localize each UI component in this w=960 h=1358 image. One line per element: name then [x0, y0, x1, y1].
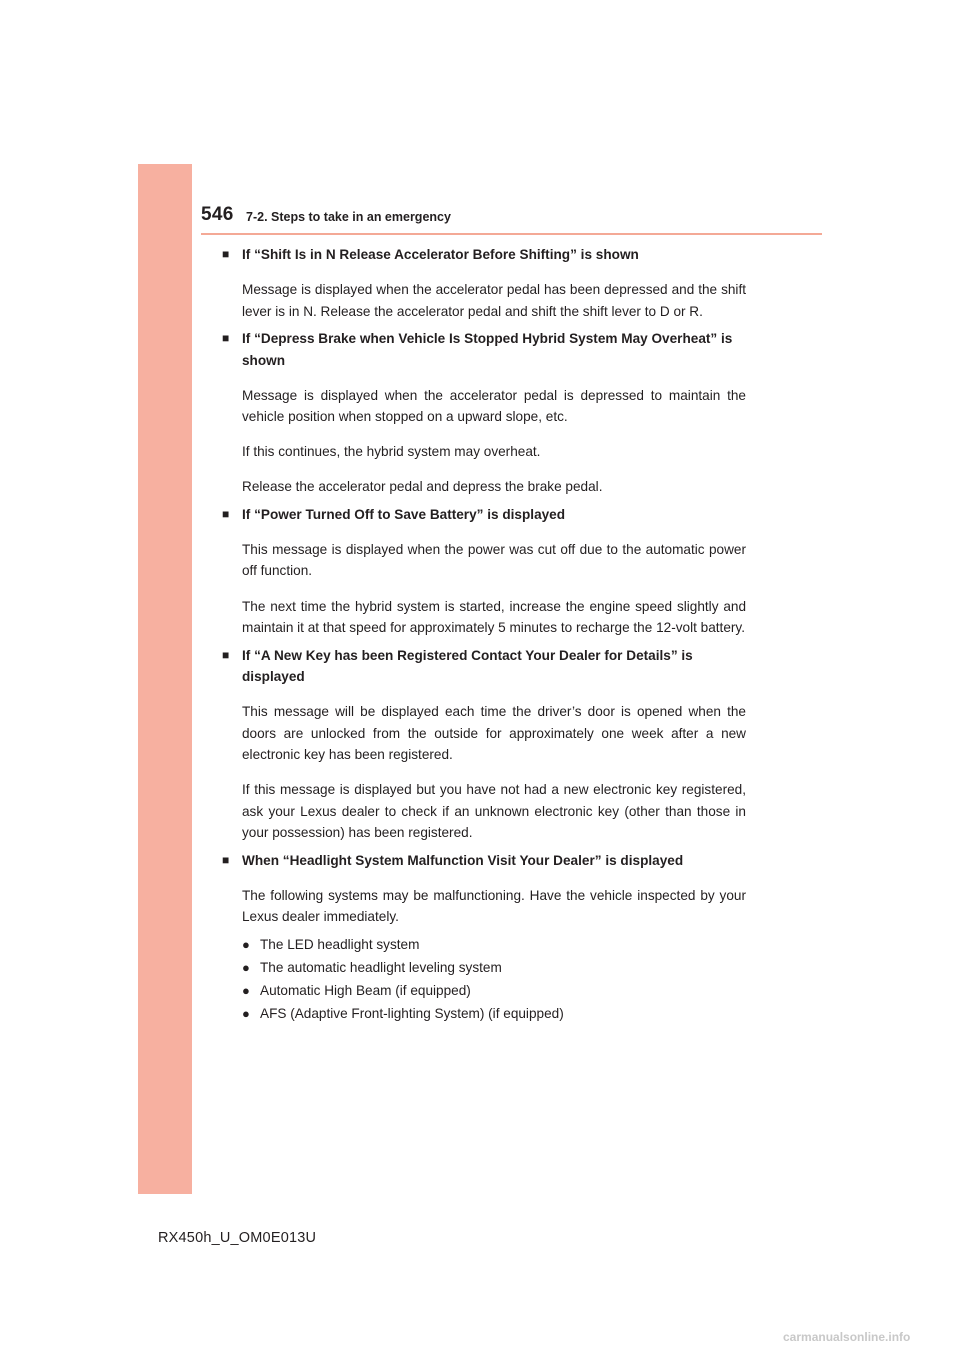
section-heading-text: If “Power Turned Off to Save Battery” is displayed [242, 506, 566, 522]
section-heading [222, 850, 746, 872]
paragraph: If this continues, the hybrid system may overheat. [242, 444, 541, 460]
paragraph: This message will be displayed each time the driver’s door is opened when the doors are unlocked from the outside for approximately one week after a new electronic key has been registered. [242, 704, 746, 763]
manual-code: RX450h_U_OM0E013U [158, 1230, 317, 1246]
section-heading-text: If “Depress Brake when Vehicle Is Stopped Hybrid System May Overheat” is shown [242, 331, 733, 368]
paragraph: Release the accelerator pedal and depress the brake pedal. [242, 479, 603, 495]
square-bullet-icon: ■ [222, 647, 230, 662]
section-new-key-registered [222, 645, 746, 844]
section-heading [222, 328, 746, 371]
section-heading-text: If “Shift Is in N Release Accelerator Before Shifting” is shown [242, 247, 639, 262]
paragraph: The following systems may be malfunctioning. Have the vehicle inspected by your Lexus dealer immediately. [242, 887, 746, 925]
square-bullet-icon: ■ [222, 247, 230, 261]
section-heading [222, 504, 746, 526]
list-item [242, 1003, 746, 1025]
circle-bullet-icon: ● [242, 959, 250, 975]
square-bullet-icon: ■ [222, 506, 230, 521]
chapter-title: 7-2. Steps to take in an emergency [246, 210, 451, 224]
paragraph: Message is displayed when the accelerator pedal is depressed to maintain the vehicle position when stopped on a upward slope, etc. [242, 387, 746, 425]
list-item-text: AFS (Adaptive Front-lighting System) (if equipped) [260, 1005, 564, 1021]
page-header [201, 204, 822, 234]
header-divider [201, 233, 822, 235]
section-heading-text: When “Headlight System Malfunction Visit Your Dealer” is displayed [242, 852, 684, 868]
paragraph: Message is displayed when the accelerator pedal has been depressed and the shift lever is in N. Release the accelerator pedal and shift the shift lever to D or R. [242, 282, 746, 319]
list-item-text: The LED headlight system [260, 936, 420, 952]
section-headlight-malfunction [222, 850, 746, 1025]
section-heading [222, 645, 746, 688]
section-depress-brake [222, 328, 746, 498]
section-heading-text: If “A New Key has been Registered Contact Your Dealer for Details” is displayed [242, 647, 693, 685]
circle-bullet-icon: ● [242, 936, 250, 952]
list-item [242, 957, 746, 979]
paragraph: This message is displayed when the power was cut off due to the automatic power off function. [242, 541, 746, 579]
page-content [222, 244, 746, 1030]
paragraph: The next time the hybrid system is started, increase the engine speed slightly and maintain it at that speed for approximately 5 minutes to recharge the 12-volt battery. [242, 598, 746, 636]
list-item [242, 934, 746, 956]
list-item [242, 980, 746, 1002]
section-heading [222, 244, 746, 266]
page-number: 546 [201, 204, 234, 225]
section-shift-in-n [222, 244, 746, 322]
circle-bullet-icon: ● [242, 982, 250, 998]
circle-bullet-icon: ● [242, 1005, 250, 1021]
list-item-text: Automatic High Beam (if equipped) [260, 982, 471, 998]
list-item-text: The automatic headlight leveling system [260, 959, 502, 975]
side-color-strip [138, 164, 192, 1194]
watermark-text: carmanualsonline.info [783, 1330, 911, 1344]
paragraph: If this message is displayed but you have not had a new electronic key registered, ask your Lexus dealer to check if an unknown electronic key (other than those in your possession) has been registered. [242, 782, 746, 841]
section-power-turned-off [222, 504, 746, 639]
square-bullet-icon: ■ [222, 331, 230, 346]
square-bullet-icon: ■ [222, 852, 230, 867]
